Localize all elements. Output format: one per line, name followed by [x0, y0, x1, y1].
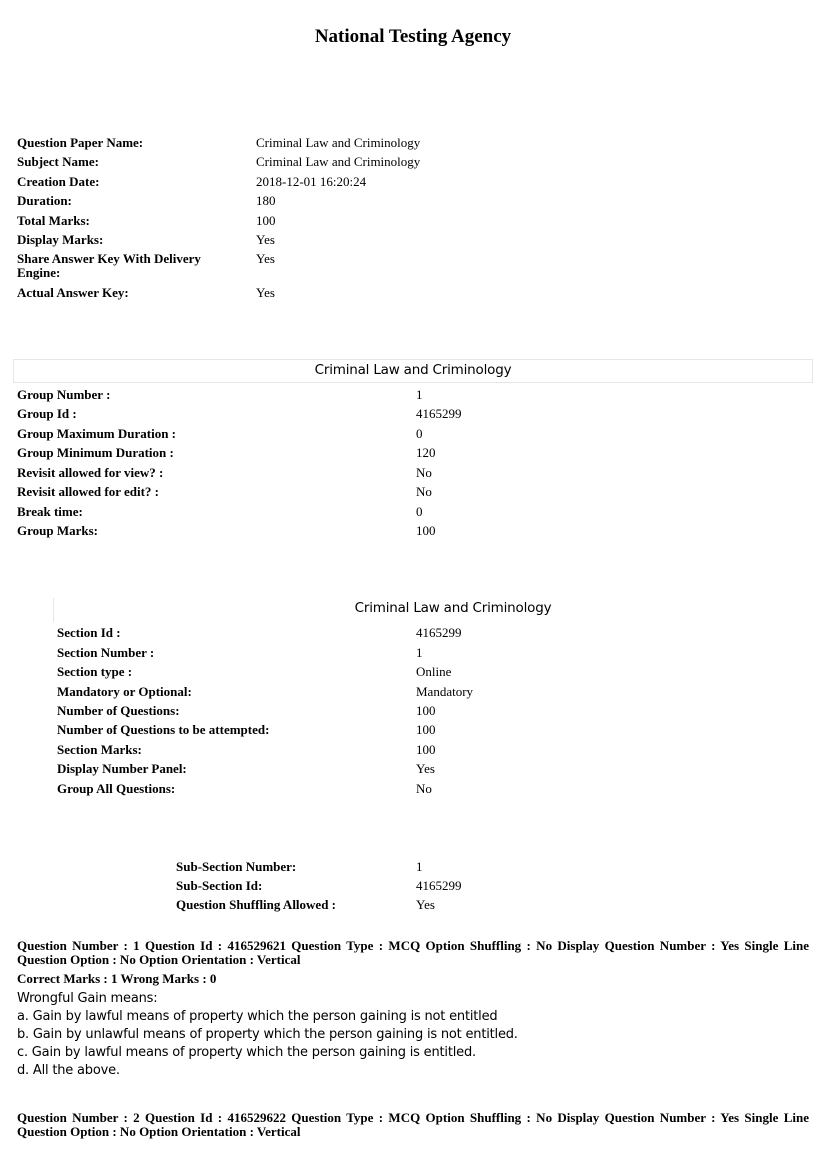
section-row	[0, 761, 826, 780]
paper-label: Display Marks:	[17, 232, 104, 247]
section-value: 100	[416, 722, 436, 737]
paper-value: 100	[256, 213, 276, 228]
section-value: Yes	[416, 761, 435, 776]
section-row	[0, 703, 826, 722]
section-heading: Criminal Law and Criminology	[354, 600, 552, 616]
group-row	[0, 465, 826, 484]
group-label: Group Number :	[17, 387, 111, 402]
subsection-row	[0, 897, 826, 916]
group-value: No	[416, 484, 432, 499]
paper-label-continued: Engine:	[17, 265, 61, 280]
group-label: Revisit allowed for view? :	[17, 465, 164, 480]
page-title: National Testing Agency	[314, 26, 512, 47]
subsection-value: 4165299	[416, 878, 462, 893]
paper-label: Actual Answer Key:	[17, 285, 129, 300]
section-value: Mandatory	[416, 684, 474, 699]
section-value: 1	[416, 645, 423, 660]
section-row	[0, 625, 826, 644]
group-value: 0	[416, 504, 423, 519]
group-row	[0, 426, 826, 445]
section-row	[0, 722, 826, 741]
paper-row	[0, 285, 826, 304]
paper-label: Share Answer Key With Delivery	[17, 251, 201, 266]
group-label: Group Marks:	[17, 523, 99, 538]
group-label: Revisit allowed for edit? :	[17, 484, 160, 499]
paper-row	[0, 154, 826, 173]
option-d: d. All the above.	[17, 1063, 120, 1078]
group-value: 0	[416, 426, 423, 441]
section-label: Section type :	[57, 664, 133, 679]
group-row	[0, 523, 826, 542]
group-row	[0, 445, 826, 464]
paper-label: Total Marks:	[17, 213, 90, 228]
question-header: Question Number : 1 Question Id : 416529621 Question Type : MCQ Option Shuffling : No Display Question Number : Yes Single Line Question Option : No Option Orientation : Vertical	[17, 938, 809, 967]
subsection-value: 1	[416, 859, 423, 874]
section-value: 100	[416, 742, 436, 757]
section-label: Section Id :	[57, 625, 121, 640]
subsection-value: Yes	[416, 897, 435, 912]
option-c: c. Gain by lawful means of property which the person gaining is entitled.	[17, 1045, 476, 1060]
group-value: 1	[416, 387, 423, 402]
paper-label: Duration:	[17, 193, 72, 208]
group-label: Group Minimum Duration :	[17, 445, 174, 460]
paper-row	[0, 232, 826, 251]
section-row	[0, 684, 826, 703]
section-value: 100	[416, 703, 436, 718]
option-b: b. Gain by unlawful means of property which the person gaining is not entitled.	[17, 1027, 518, 1042]
section-value: Online	[416, 664, 452, 679]
paper-value: Yes	[256, 285, 275, 300]
group-label: Group Maximum Duration :	[17, 426, 177, 441]
paper-value: 180	[256, 193, 276, 208]
subsection-row	[0, 878, 826, 897]
subsection-row	[0, 859, 826, 878]
paper-row	[0, 135, 826, 154]
group-row	[0, 504, 826, 523]
section-label: Number of Questions to be attempted:	[57, 722, 270, 737]
section-row	[0, 781, 826, 800]
paper-value: Criminal Law and Criminology	[256, 135, 421, 150]
subsection-label: Sub-Section Id:	[176, 878, 263, 893]
section-label: Section Number :	[57, 645, 155, 660]
group-value: 120	[416, 445, 436, 460]
section-row	[0, 645, 826, 664]
section-label: Section Marks:	[57, 742, 142, 757]
group-row	[0, 387, 826, 406]
question-text: Wrongful Gain means:	[17, 991, 158, 1006]
paper-value: Yes	[256, 251, 275, 266]
subsection-label: Sub-Section Number:	[176, 859, 297, 874]
section-label: Number of Questions:	[57, 703, 180, 718]
group-value: No	[416, 465, 432, 480]
section-value: No	[416, 781, 432, 796]
paper-row	[0, 251, 826, 283]
section-label: Display Number Panel:	[57, 761, 187, 776]
section-label: Mandatory or Optional:	[57, 684, 192, 699]
section-row	[0, 742, 826, 761]
group-row	[0, 484, 826, 503]
paper-value: Yes	[256, 232, 275, 247]
paper-row	[0, 213, 826, 232]
group-heading: Criminal Law and Criminology	[314, 362, 512, 378]
paper-row	[0, 193, 826, 212]
subsection-label: Question Shuffling Allowed :	[176, 897, 337, 912]
paper-value: Criminal Law and Criminology	[256, 154, 421, 169]
group-value: 100	[416, 523, 436, 538]
option-a: a. Gain by lawful means of property which the person gaining is not entitled	[17, 1009, 498, 1024]
paper-label: Creation Date:	[17, 174, 100, 189]
group-row	[0, 406, 826, 425]
section-row	[0, 664, 826, 683]
question-header: Question Number : 2 Question Id : 416529622 Question Type : MCQ Option Shuffling : No Display Question Number : Yes Single Line Question Option : No Option Orientation : Vertical	[17, 1110, 809, 1139]
group-label: Group Id :	[17, 406, 77, 421]
paper-label: Subject Name:	[17, 154, 99, 169]
paper-label: Question Paper Name:	[17, 135, 144, 150]
section-label: Group All Questions:	[57, 781, 176, 796]
section-value: 4165299	[416, 625, 462, 640]
group-label: Break time:	[17, 504, 83, 519]
paper-row	[0, 174, 826, 193]
paper-value: 2018-12-01 16:20:24	[256, 174, 367, 189]
question-marks: Correct Marks : 1 Wrong Marks : 0	[17, 971, 217, 986]
group-value: 4165299	[416, 406, 462, 421]
